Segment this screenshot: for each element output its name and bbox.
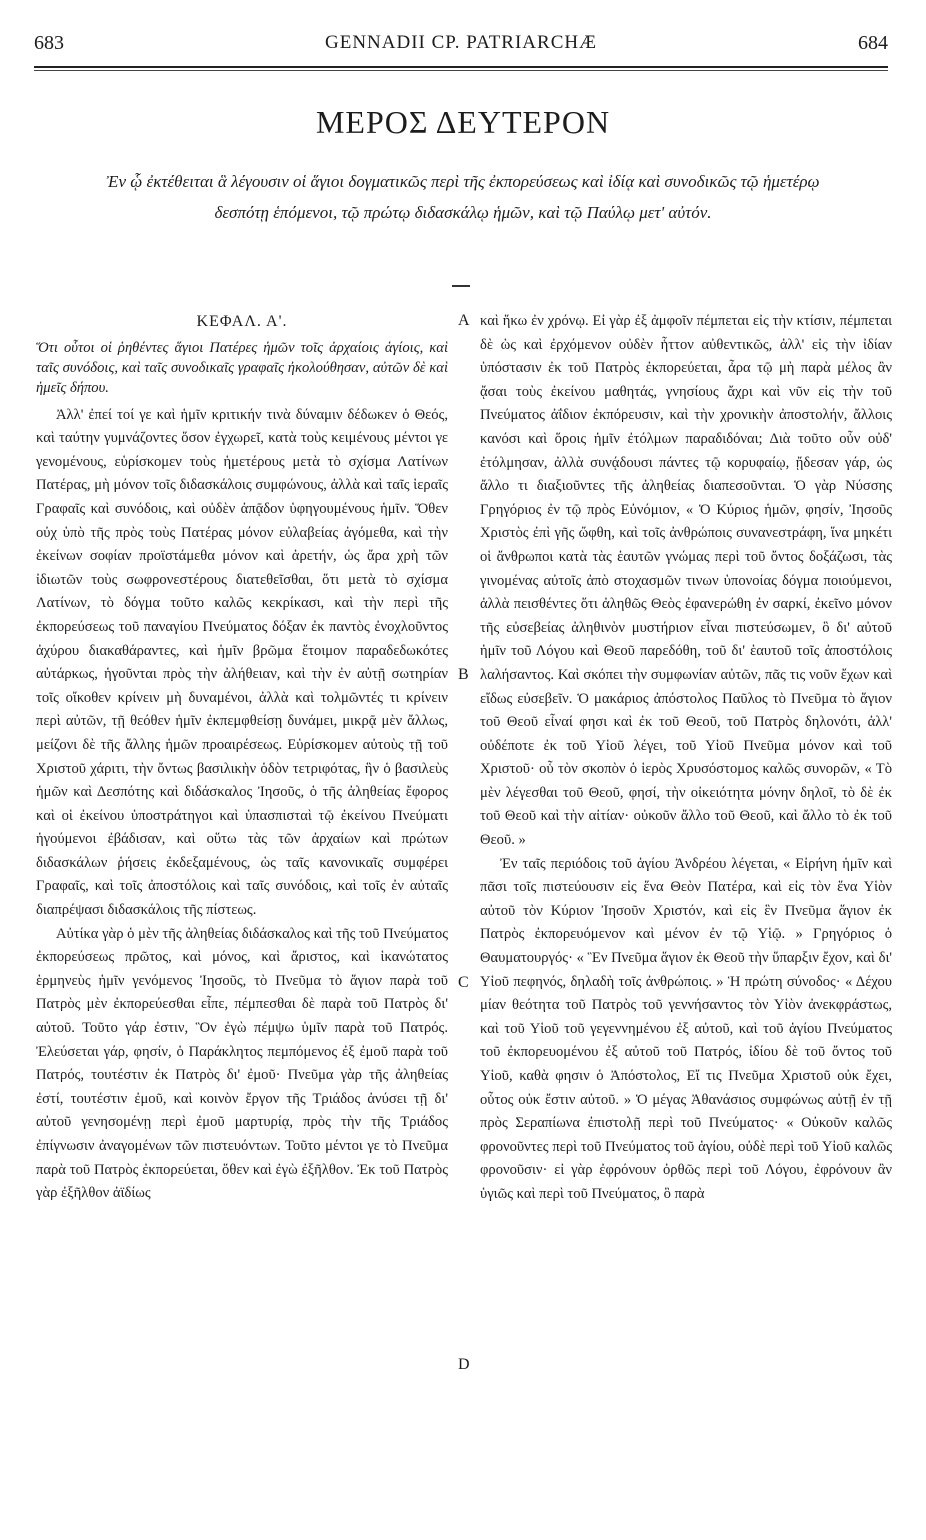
left-column — [36, 310, 448, 1206]
header-rule — [34, 66, 888, 71]
section-divider — [452, 285, 470, 287]
part-subtitle: Ἐν ᾧ ἐκτέθειται ἃ λέγουσιν οἱ ἅγιοι δογματικῶς περὶ τῆς ἐκπορεύσεως καὶ ἰδίᾳ καὶ συνοδικῶς τῷ ἡμετέρῳ δεσπότῃ ἑπόμενοι, τῷ πρώτῳ διδασκάλῳ ἡμῶν, καὶ τῷ Παύλῳ μετ' αὐτόν. — [106, 172, 820, 222]
right-paragraph-2: Ἐν ταῖς περιόδοις τοῦ ἁγίου Ἀνδρέου λέγεται, « Εἰρήνη ἡμῖν καὶ πᾶσι τοῖς πιστεύουσιν εἰς ἕνα Θεὸν Πατέρα, καὶ εἰς τὸν ἕνα Υἱὸν αὐτοῦ τὸν Κύριον Ἰησοῦν Χριστόν, καὶ εἰς ἓν Πνεῦμα ἅγιον ἐκ Πατρὸς ἐκπορευόμενον καὶ μένον ἐν τῷ Υἱῷ. » Γρηγόριος ὁ Θαυματουργός· « Ἓν Πνεῦμα ἅγιον ἐκ Θεοῦ τὴν ὕπαρξιν ἔχον, καὶ δι' Υἱοῦ πεφηνός, δηλαδὴ τοῖς ἀνθρώποις. » Ἡ πρώτη σύνοδος· « Δέχου μίαν θεότητα τοῦ Πατρὸς τοῦ γεννήσαντος τὸν Υἱὸν ἀνεκφράστως, καὶ τοῦ Υἱοῦ τοῦ γεγεννημένου ἐξ αὐτοῦ, καὶ τοῦ ἁγίου Πνεύματος τοῦ ἐκπορευομένου ἐξ αὐτοῦ τοῦ Πατρός, ἰδίου δὲ τοῦ ὄντος τοῦ Υἱοῦ, καθὰ φησιν ὁ Ἀπόστολος, Εἴ τις Πνεῦμα Χριστοῦ οὐκ ἔχει, οὗτος οὐκ ἔστιν αὐτοῦ. » Ὁ μέγας Ἀθανάσιος συμφώνως αὐτῇ ἐν τῇ πρὸς Σεραπίωνα ἐπιστολῇ περὶ τοῦ Πνεύματος· « Οὐκοῦν καλῶς φρονοῦντες περὶ τοῦ Πνεύματος τοῦ ἁγίου, οὐδὲ περὶ τοῦ Υἱοῦ καλῶς φρονοῦσιν· εἰ γὰρ ἐφρόνουν ὀρθῶς περὶ τοῦ Λόγου, ἐφρόνουν ἂν ὑγιῶς καὶ περὶ τοῦ Πνεύματος, ὃ παρὰ — [480, 855, 892, 1202]
left-paragraph-2: Αὐτίκα γὰρ ὁ μὲν τῆς ἀληθείας διδάσκαλος καὶ τῆς τοῦ Πνεύματος ἐκπορεύσεως πρῶτος, καὶ μόνος, καὶ ἄριστος, καὶ ἱκανώτατος ἑρμηνεὺς ἡμῖν γενόμενος Ἰησοῦς, τὸ Πνεῦμα τὸ ἅγιον παρὰ τοῦ Πατρὸς μὲν ἐκπορεύεσθαι εἶπε, πέμπεσθαι δὲ παρὰ τοῦ Πατρὸς δι' αὐτοῦ. Τοῦτο γάρ ἐστιν, Ὃν ἐγὼ πέμψω ὑμῖν παρὰ τοῦ Πατρός. Ἐλεύσεται γάρ, φησίν, ὁ Παράκλητος πεμπόμενος ἐξ ἐμοῦ παρὰ τοῦ Πατρός, τουτέστιν ἐκ Πατρὸς δι' ἐμοῦ· Πνεῦμα γὰρ τῆς ἀληθείας ἐστί, τουτέστιν ἐμοῦ, καὶ κοινὸν ἔργον τῆς Τριάδος ἀνύσει τῇ δι' αὐτοῦ γενησομένῃ περὶ ἐμοῦ μαρτυρίᾳ, πρὸς τὴν τῆς Τριάδος ἐπίγνωσιν ἀναγομένων τῶν πιστευόντων. Τοῦτο μέντοι γε τὸ Πνεῦμα παρὰ τοῦ Πατρὸς ἐκπορεύεται, ὅθεν καὶ ἐγὼ ἐξῆλθον. Ἐκ τοῦ Πατρὸς γὰρ ἐξῆλθον ἀϊδίως — [36, 925, 448, 1202]
margin-letter-a: A — [458, 312, 470, 329]
right-paragraph-1: καὶ ἥκω ἐν χρόνῳ. Εἰ γὰρ ἐξ ἀμφοῖν πέμπεται εἰς τὴν κτίσιν, πέμπεται δὲ ὡς καὶ ἐρχόμενον οὐδὲν ἧττον αὐθεντικῶς, ἀλλ' εἰς τὴν ἰδίαν ὑπόστασιν ἐκ τοῦ Πατρὸς ἐκπορεύεται, ἆρα τῷ μὴ παρὰ μέλος ἂν ᾄσαι τοὺς ἐκείνου μαθητάς, γνησίους ἄχρι καὶ νῦν εἰς τὴν τοῦ Πνεύματος ἀΐδιον ἐκπόρευσιν, καὶ τὴν χρονικὴν ἀποστολήν, ἄλλοις κανόσι καὶ ὅροις ἡμῖν ἐτόλμων παραδιδόναι; Διὰ τοῦτο οὖν οὐδ' ἐτόλμησαν, ἀλλὰ συνᾴδουσι πάντες τῷ κορυφαίῳ, ᾔδεσαν γάρ, ὡς ἄλλο τι διαξιοῦντες τῆς ἀληθείας διαπεσοῦνται. Ὁ γὰρ Νύσσης Γρηγόριος ἐν τῷ πρὸς Εὐνόμιον, « Ὁ Κύριος ἡμῶν, φησίν, Ἰησοῦς Χριστὸς ἐπὶ γῆς ὤφθη, καὶ τοῖς ἀνθρώποις συνανεστράφη, ἵνα μηκέτι οἱ ἄνθρωποι κατὰ τὰς ἑαυτῶν γνώμας περὶ τοῦ ὄντος δοξάζωσι, τὰς γινομένας αὐτοῖς ἀπὸ στοχασμῶν τινων ὑπονοίας δόγμα ποιούμενοι, ἀλλὰ πεισθέντες ὅτι ἀληθῶς Θεὸς ἐφανερώθη ἐν σαρκί, ἐκεῖνο μόνον τῆς εὐσεβείας ἀληθινὸν μυστήριον εἶναι πιστεύσωμεν, ὃ δι' αὐτοῦ ἡμῖν τοῦ Λόγου καὶ Θεοῦ παρεδόθη, τοῦ δι' ἑαυτοῦ τοῖς ἀποστόλοις λαλήσαντος. Καὶ σκόπει τὴν συμφωνίαν αὐτῶν, πᾶς τις νοῦν ἔχων καὶ εἴδως εὐσεβεῖν. Ὁ μακάριος ἀπόστολος Παῦλος τὸ Πνεῦμα τὸ ἅγιον τοῦ Θεοῦ εἶναί φησι καὶ ἐκ τοῦ Θεοῦ, τοῦ Πατρὸς δηλονότι, ἀλλ' οὐδέποτε ἐκ τοῦ Υἱοῦ λέγει, τοῦ Υἱοῦ Πνεῦμα μόνον καὶ τοῦ Χριστοῦ· οὗ τὸν σκοπὸν ὁ ἱερὸς Χρυσόστομος καλῶς συνορῶν, « Τὸ μὲν λέγεσθαι τοῦ Θεοῦ, φησί, τὴν οἰκειότητα μόνην δηλοῖ, τὸ δὲ ἐκ τοῦ Θεοῦ καὶ τὴν αἰτίαν· οὐκοῦν ἄλλο τοῦ Θεοῦ, καὶ ἄλλο τὸ ἐκ τοῦ Θεοῦ. » — [480, 313, 892, 849]
left-paragraph-1: Ἀλλ' ἐπεί τοί γε καὶ ἡμῖν κριτικήν τινὰ δύναμιν δέδωκεν ὁ Θεός, καὶ ταύτην γυμνάζοντες ὅσον ἐγχωρεῖ, κατὰ τοὺς κειμένους μέντοι γε γενομένους, εὑρίσκομεν τοὺς ἡμετέρους μετὰ τὸ σχίσμα Λατίνων Πατέρας, μὴ μόνον τοῖς διδασκάλοις συμφώνους, ἀλλὰ καὶ ταῖς ἱεραῖς Γραφαῖς καὶ συνόδοις, καὶ οὐδὲν ἀπᾷδον ὑφηγουμένους ἡμῖν. Ὅθεν οὐχ ὑπὸ τῆς πρὸς τοὺς Πατέρας μόνον εὐλαβείας ἀγόμεθα, καὶ τὴν ἐκείνων σοφίαν προϊστάμεθα μόνον καὶ ἀρετήν, ὡς ἄρα χρὴ τῶν ἰδιωτῶν τοὺς σωφρονεστέρους διατεθεῖσθαι, ὅτι μετὰ τὸ σχίσμα Λατίνων, τὸ δόγμα τοῦτο καλῶς κεκρίκασι, καὶ τὴν περὶ τῆς ἐκπορεύσεως τοῦ παναγίου Πνεύματος δόξαν ἐκ παντὸς ἐνοχλοῦντος ἀχύρου διακαθάραντες, καὶ ἡμῖν βρῶμα ἕτοιμον παραδεδωκότες αὐτάρκως, ἡγοῦνται πρὸς τὴν ἀλήθειαν, καὶ τὴν ἐν αὐτῇ σωτηρίαν τοῖς οἴκοθεν κρίνειν μὴ δυναμένοι, ἀλλὰ καὶ τολμῶντές τι κρίνειν περὶ αὐτῶν, τῇ θεόθεν ἡμῖν ἐκπεμφθείσῃ δυνάμει, μικρᾷ μὲν ἄλλως, μείζονι δὲ τῆς ἄλλης ἡμῶν προαιρέσεως. Εὑρίσκομεν αὐτοὺς τῇ τοῦ Χριστοῦ χάριτι, τὴν ὄντως βασιλικὴν ὁδὸν τετριφότας, ἣν ὁ βασιλεὺς ἡμῶν καὶ Δεσπότης καὶ διδάσκαλος Ἰησοῦς, ὁ τῆς ἀληθείας ἔφορος καὶ οἱ ἐκείνου ὑποστράτηγοι καὶ ὑπασπισταὶ τῷ ἐκείνου Πνεύματι ἡγούμενοι ἐβάδισαν, καὶ οὕτω τὰς τῶν ἀρχαίων καὶ πρώτων διδασκάλων ῥήσεις ἐκδεξαμένους, ὡς ταῖς κανονικαῖς συμφέρει Γραφαῖς, καὶ τοῖς ἀποστόλοις καὶ ταῖς συνόδοις, καὶ τοῖς ἐν αὐταῖς διαπρέψασι διδασκάλοις τῆς πίστεως. — [36, 406, 448, 919]
running-header — [34, 30, 888, 60]
margin-letter-d: D — [458, 1356, 470, 1373]
page-number-left: 683 — [34, 32, 64, 54]
chapter-heading: ΚΕΦΑΛ. Α'. — [196, 313, 288, 330]
page-number-right: 684 — [858, 32, 888, 54]
margin-letter-b: B — [458, 666, 469, 683]
right-column — [480, 310, 892, 1207]
part-title: ΜΕΡΟΣ ΔΕΥΤΕΡΟΝ — [315, 104, 611, 140]
running-title: GENNADII CP. PATRIARCHÆ — [325, 32, 597, 53]
margin-letter-c: C — [458, 974, 469, 991]
chapter-summary: Ὅτι οὗτοι οἱ ῥηθέντες ἅγιοι Πατέρες ἡμῶν τοῖς ἀρχαίοις ἁγίοις, καὶ ταῖς συνόδοις, καὶ ταῖς συνοδικαῖς γραφαῖς ἠκολούθησαν, αὐτῶν δὲ καὶ ἡμεῖς δήπου. — [36, 339, 448, 396]
